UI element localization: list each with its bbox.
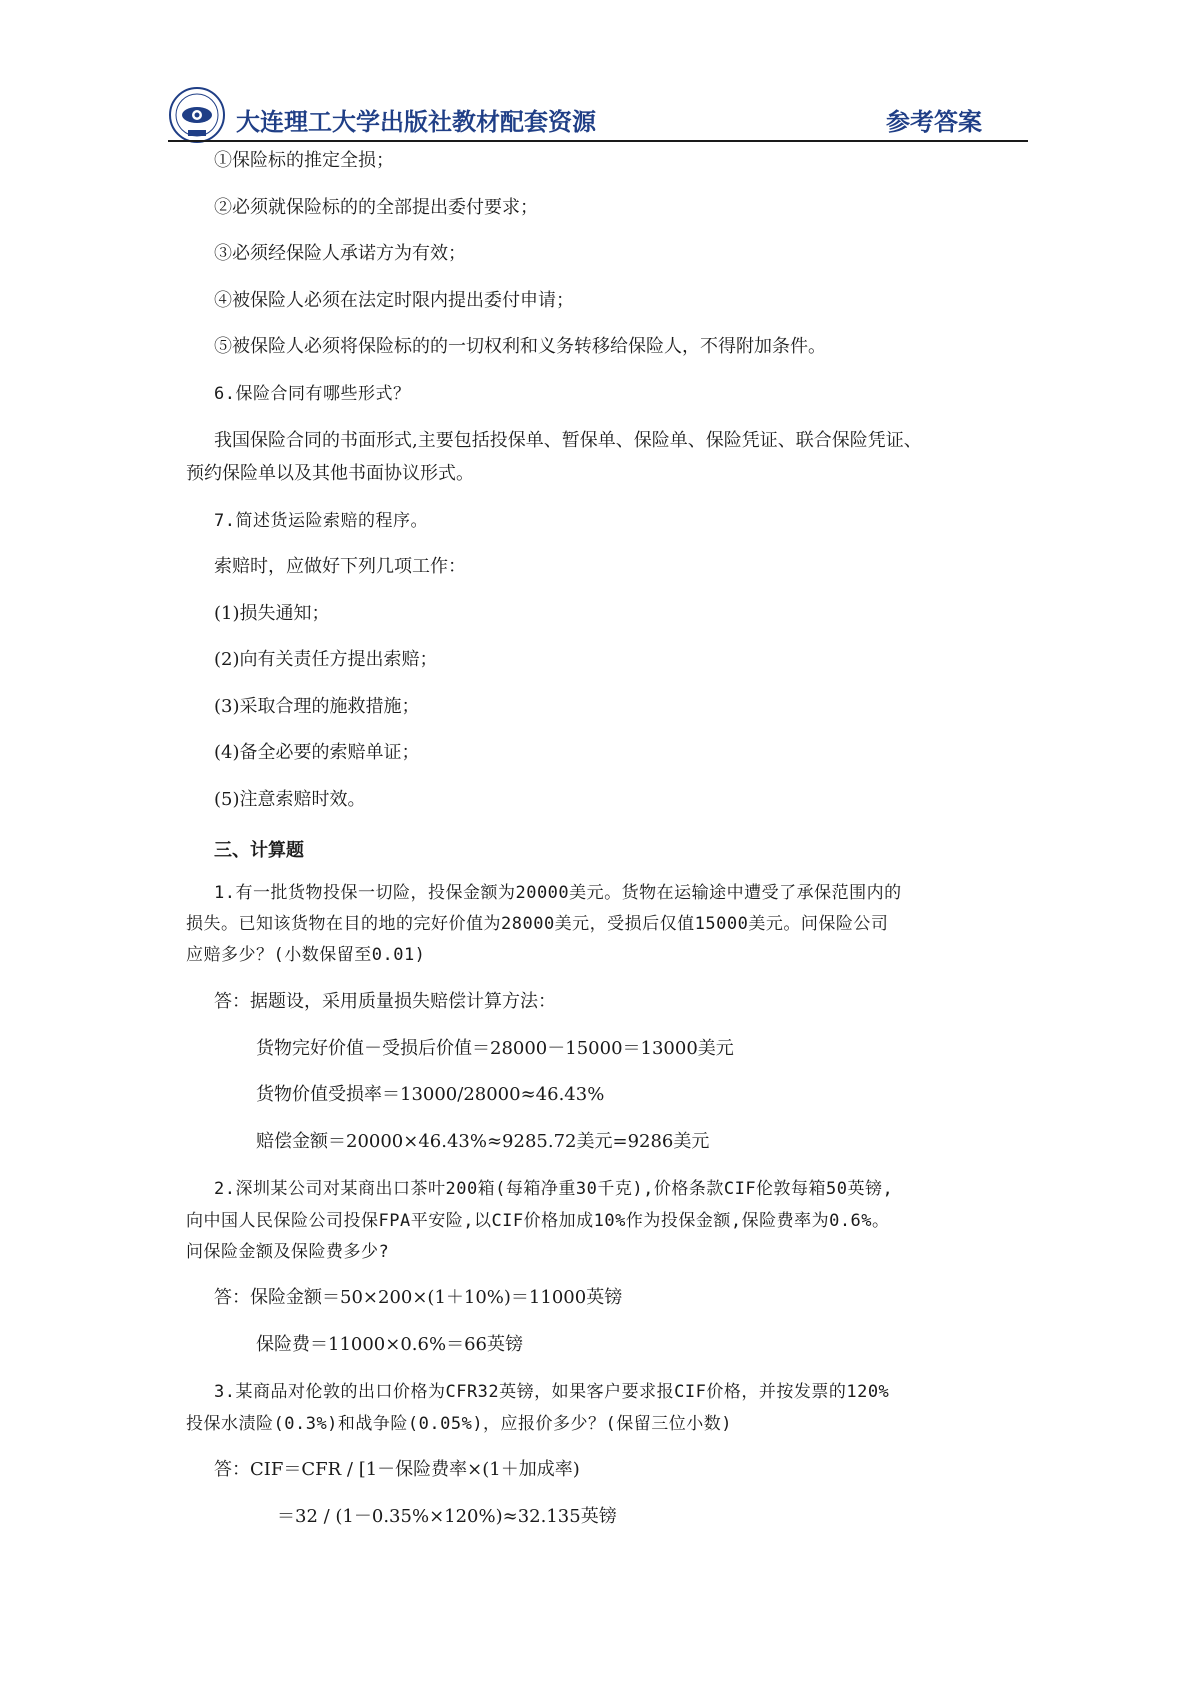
header-answer-label: 参考答案: [886, 108, 982, 136]
answer-line: 答：据题设，采用质量损失赔偿计算方法：: [214, 991, 556, 1012]
text-line: 索赔时，应做好下列几项工作：: [214, 556, 466, 577]
header-title: 大连理工大学出版社教材配套资源: [236, 108, 596, 136]
text-line: (4)备全必要的索赔单证；: [214, 742, 420, 763]
question-2: 2.深圳某公司对某商出口茶叶200箱(每箱净重30千克),价格条款CIF伦敦每箱50英镑,: [214, 1179, 894, 1199]
question-1-line: 应赔多少？(小数保留至0.01): [186, 945, 426, 965]
text-line: 预约保险单以及其他书面协议形式。: [186, 463, 474, 484]
text-line: ⑤被保险人必须将保险标的的一切权利和义务转移给保险人，不得附加条件。: [214, 336, 826, 357]
section-heading: 三、计算题: [214, 840, 304, 861]
question-1: 1.有一批货物投保一切险，投保金额为20000美元。货物在运输途中遭受了承保范围内的: [214, 883, 902, 903]
question-1-line: 损失。已知该货物在目的地的完好价值为28000美元，受损后仅值15000美元。问保险公司: [186, 914, 889, 934]
question-3: 3.某商品对伦敦的出口价格为CFR32英镑，如果客户要求报CIF价格，并按发票的120%: [214, 1382, 890, 1402]
header-divider: [168, 140, 1028, 142]
answer-line: 赔偿金额＝20000×46.43%≈9285.72美元=9286美元: [256, 1131, 710, 1152]
text-line: ③必须经保险人承诺方为有效；: [214, 243, 466, 264]
question-2-line: 向中国人民保险公司投保FPA平安险,以CIF价格加成10%作为投保金额,保险费率为0.6%。: [186, 1211, 890, 1231]
answer-line: 货物完好价值－受损后价值＝28000－15000＝13000美元: [256, 1038, 734, 1059]
text-line: (5)注意索赔时效。: [214, 789, 366, 810]
page-header: [168, 82, 1028, 140]
answer-line: 答：保险金额＝50×200×(1＋10%)＝11000英镑: [214, 1287, 623, 1308]
answer-line: 保险费＝11000×0.6%＝66英镑: [256, 1334, 523, 1355]
question-2-line: 问保险金额及保险费多少?: [186, 1242, 390, 1262]
question-6: 6.保险合同有哪些形式？: [214, 384, 411, 404]
text-line: 我国保险合同的书面形式,主要包括投保单、暂保单、保险单、保险凭证、联合保险凭证、: [214, 430, 922, 451]
text-line: ①保险标的推定全损；: [214, 150, 394, 171]
text-line: (3)采取合理的施救措施；: [214, 696, 420, 717]
university-seal-logo: [168, 86, 226, 144]
question-3-line: 投保水渍险(0.3%)和战争险(0.05%)，应报价多少？(保留三位小数): [186, 1414, 733, 1434]
text-line: (1)损失通知；: [214, 603, 330, 624]
question-7: 7.简述货运险索赔的程序。: [214, 511, 428, 531]
answer-line: ＝32 / (1－0.35%×120%)≈32.135英镑: [277, 1506, 617, 1527]
answer-line: 货物价值受损率＝13000/28000≈46.43%: [256, 1084, 605, 1105]
text-line: ④被保险人必须在法定时限内提出委付申请；: [214, 290, 574, 311]
text-line: (2)向有关责任方提出索赔；: [214, 649, 438, 670]
text-line: ②必须就保险标的的全部提出委付要求；: [214, 197, 538, 218]
answer-line: 答：CIF＝CFR / [1－保险费率×(1＋加成率): [214, 1459, 580, 1480]
